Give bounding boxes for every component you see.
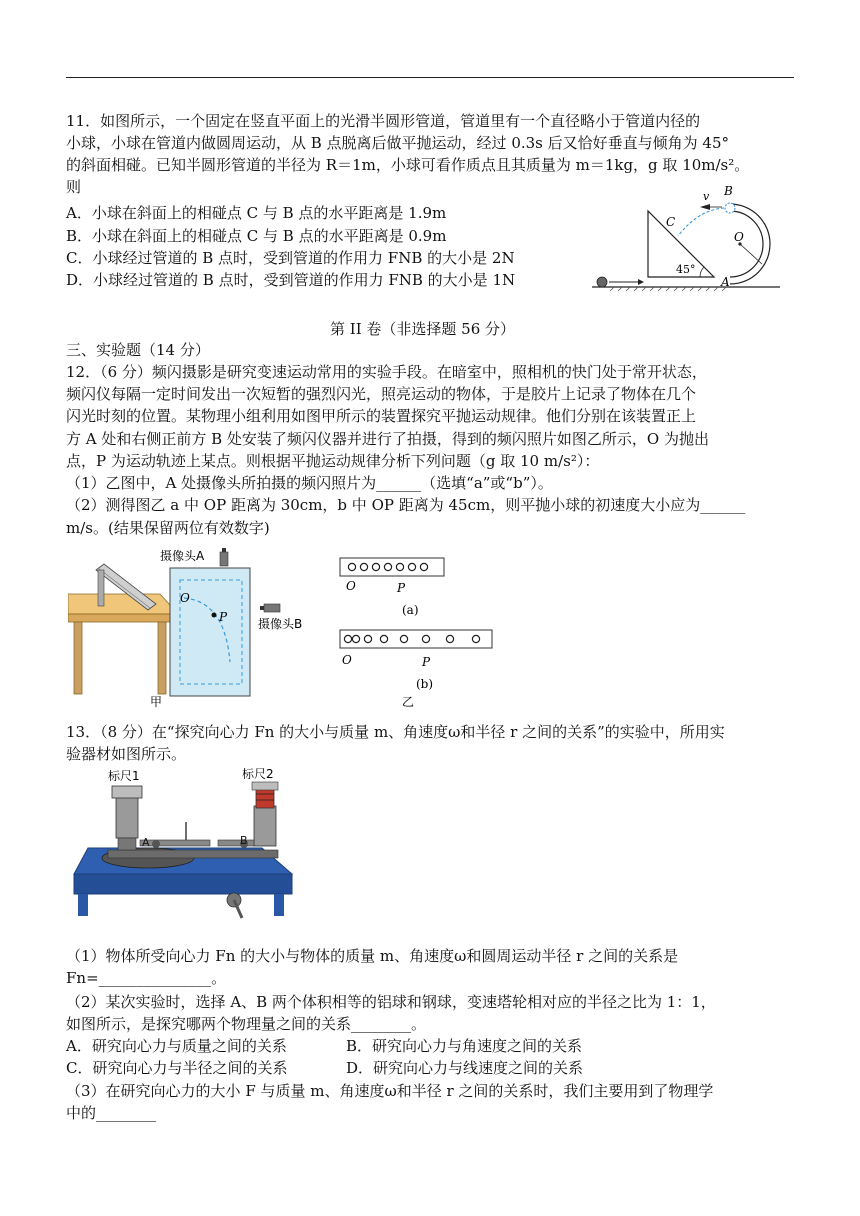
q12-fig-yi-a-o: O bbox=[346, 579, 356, 593]
q12-fig-camera-a: 摄像头A bbox=[160, 549, 205, 563]
q12-fig-p: P bbox=[219, 610, 228, 624]
q13-sub3-line2: 中的________ bbox=[66, 1104, 157, 1122]
q13-line2: 验器材如图所示。 bbox=[66, 745, 187, 763]
q13-fig-ruler1: 标尺1 bbox=[108, 769, 140, 783]
q12-fig-yi-label-b: (b) bbox=[416, 677, 434, 691]
q12-fig-yi-b-p: P bbox=[422, 655, 431, 669]
q13-fig-b: B bbox=[240, 834, 248, 847]
q12-sub1: （1）乙图中，A 处摄像头所拍摄的频闪照片为______（选填“a”或“b”）。 bbox=[66, 474, 553, 492]
q13-fig-a: A bbox=[142, 836, 150, 849]
q11-option-d: D．小球经过管道的 B 点时，受到管道的作用力 FNB 的大小是 1N bbox=[66, 271, 516, 289]
q11-line4: 则 bbox=[66, 178, 82, 196]
q11-fig-v: v bbox=[703, 190, 710, 203]
q12-fig-yi-label-a: (a) bbox=[402, 603, 419, 617]
q11-fig-b: B bbox=[724, 184, 733, 198]
q12-line4: 方 A 处和右侧正前方 B 处安装了频闪仪器并进行了拍摄，得到的频闪照片如图乙所示，O 为抛出 bbox=[66, 430, 709, 448]
q13-fig-ruler2: 标尺2 bbox=[242, 767, 274, 781]
q11-option-c: C．小球经过管道的 B 点时，受到管道的作用力 FNB 的大小是 2N bbox=[66, 249, 515, 267]
header-rule bbox=[66, 77, 794, 78]
q13-sub2-line2: 如图所示，是探究哪两个物理量之间的关系________。 bbox=[66, 1015, 427, 1033]
q12-fig-o: O bbox=[180, 591, 190, 605]
q12-line5: 点，P 为运动轨迹上某点。则根据平抛运动规律分析下列问题（g 取 10 m/s²）： bbox=[66, 452, 600, 470]
q12-sub2-line2: m/s。(结果保留两位有效数字) bbox=[66, 519, 270, 537]
q12-fig-camera-b: 摄像头B bbox=[258, 617, 303, 631]
q12-figure-jia bbox=[68, 542, 328, 708]
q12-line1: 12．（6 分）频闪摄影是研究变速运动常用的实验手段。在暗室中，照相机的快门处于常开状态， bbox=[66, 363, 707, 381]
part2-title: 第 II 卷（非选择题 56 分） bbox=[330, 320, 516, 338]
q11-line1: 11．如图所示，一个固定在竖直平面上的光滑半圆形管道，管道里有一个直径略小于管道内径的 bbox=[66, 112, 701, 130]
q13-option-b: B．研究向心力与角速度之间的关系 bbox=[346, 1037, 583, 1055]
q13-option-a: A．研究向心力与质量之间的关系 bbox=[66, 1037, 287, 1055]
q11-fig-c: C bbox=[666, 215, 676, 229]
q13-sub1-line1: （1）物体所受向心力 Fn 的大小与物体的质量 m、角速度ω和圆周运动半径 r 之间的关系是 bbox=[66, 947, 679, 965]
q11-line3: 的斜面相碰。已知半圆形管道的半径为 R＝1m，小球可看作质点且其质量为 m＝1kg，g 取 10m/s²。 bbox=[66, 156, 750, 174]
q12-line2: 频闪仪每隔一定时间发出一次短暂的强烈闪光，照亮运动的物体，于是胶片上记录了物体在几个 bbox=[66, 385, 697, 403]
q11-option-a: A．小球在斜面上的相碰点 C 与 B 点的水平距离是 1.9m bbox=[66, 204, 447, 222]
q13-sub3-line1: （3）在研究向心力的大小 F 与质量 m、角速度ω和半径 r 之间的关系时，我们主要用到了物理学 bbox=[66, 1082, 714, 1100]
q11-figure bbox=[588, 182, 794, 302]
q13-option-d: D．研究向心力与线速度之间的关系 bbox=[346, 1059, 584, 1077]
section-3-title: 三、实验题（14 分） bbox=[66, 341, 210, 359]
q13-figure bbox=[68, 766, 300, 934]
q12-sub2-line1: （2）测得图乙 a 中 OP 距离为 30cm，b 中 OP 距离为 45cm，则平抛小球的初速度大小应为______ bbox=[66, 496, 746, 514]
q11-option-b: B．小球在斜面上的相碰点 C 与 B 点的水平距离是 0.9m bbox=[66, 227, 447, 245]
q12-fig-yi-b-o: O bbox=[342, 653, 352, 667]
q11-line2: 小球，小球在管道内做圆周运动，从 B 点脱离后做平抛运动，经过 0.3s 后又恰好垂直与倾角为 45° bbox=[66, 134, 730, 152]
q12-fig-yi-caption: 乙 bbox=[402, 695, 415, 708]
q11-fig-angle: 45° bbox=[676, 263, 696, 276]
q12-line3: 闪光时刻的位置。某物理小组利用如图甲所示的装置探究平抛运动规律。他们分别在该装置正上 bbox=[66, 407, 697, 425]
q13-line1: 13．（8 分）在“探究向心力 Fn 的大小与质量 m、角速度ω和半径 r 之间的关系”的实验中，所用实 bbox=[66, 723, 725, 741]
q12-figure-yi bbox=[338, 552, 498, 708]
q13-sub2-line1: （2）某次实验时，选择 A、B 两个体积相等的铝球和钢球，变速塔轮相对应的半径之比为 1：1， bbox=[66, 993, 716, 1011]
q13-option-c: C．研究向心力与半径之间的关系 bbox=[66, 1059, 288, 1077]
q11-fig-o: O bbox=[734, 230, 744, 244]
q11-fig-a: A bbox=[721, 275, 730, 289]
q13-sub1-line2: Fn=_______________。 bbox=[66, 969, 227, 987]
q12-fig-yi-a-p: P bbox=[397, 581, 406, 595]
q12-fig-jia-caption: 甲 bbox=[150, 695, 163, 708]
